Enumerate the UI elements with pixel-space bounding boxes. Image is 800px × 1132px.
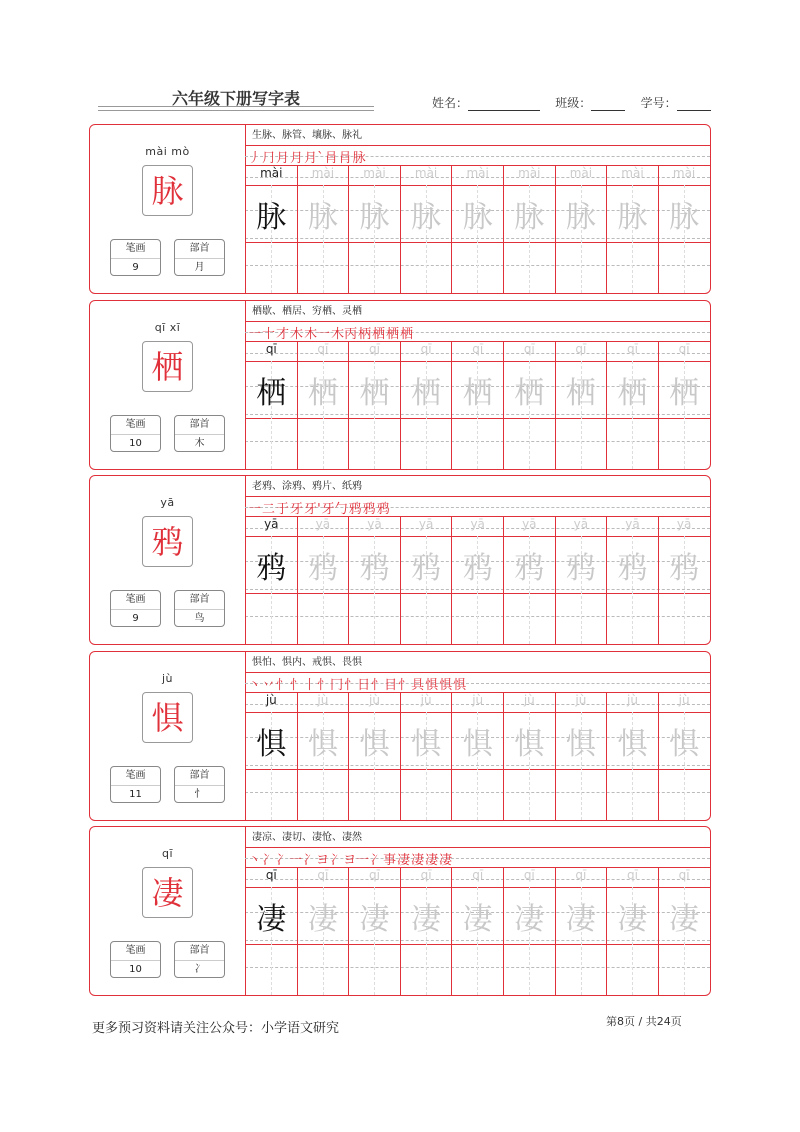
card-info-panel — [90, 301, 245, 469]
character-box — [142, 341, 193, 392]
stroke-step: 肙 — [338, 151, 352, 166]
cell-character: 鸦 — [359, 551, 390, 586]
practice-cell[interactable] — [555, 692, 607, 820]
cell-pinyin: mài — [672, 166, 696, 180]
cell-pinyin: jù — [627, 693, 638, 707]
character-card — [89, 475, 711, 645]
cell-pinyin: yā — [315, 517, 331, 531]
stroke-step: 十 — [262, 327, 276, 342]
stroke-step: 木丙 — [331, 327, 358, 342]
cell-character: 栖 — [462, 376, 493, 411]
stroke-step: 才 — [276, 327, 290, 342]
stroke-step: 柄 — [358, 327, 372, 342]
practice-grid — [245, 692, 710, 820]
stroke-step: 栖 — [400, 327, 414, 342]
stroke-count-label: 笔画 — [111, 416, 160, 435]
practice-cell[interactable] — [451, 692, 503, 820]
stroke-step: 月 — [276, 151, 290, 166]
stroke-step: 脉 — [352, 151, 366, 166]
page-header — [0, 0, 800, 120]
stroke-step: 月 — [290, 151, 304, 166]
practice-cell[interactable] — [348, 516, 400, 644]
character-box — [142, 692, 193, 743]
main-character: 惧 — [151, 699, 184, 737]
cell-character: 惧 — [565, 727, 596, 762]
row-line — [245, 321, 710, 322]
cell-pinyin: qī — [265, 342, 277, 356]
practice-cell[interactable] — [245, 692, 297, 820]
character-card — [89, 651, 711, 821]
practice-cell[interactable] — [297, 867, 349, 995]
cell-pinyin: mài — [466, 166, 489, 180]
practice-grid — [245, 516, 710, 644]
radical-value: 月 — [194, 262, 205, 273]
cell-pinyin: qī — [678, 868, 690, 882]
cell-character: 惧 — [669, 727, 700, 762]
stroke-step: 忄目 — [371, 678, 398, 693]
cell-character: 栖 — [256, 376, 287, 411]
student-info — [432, 94, 711, 111]
practice-cell[interactable] — [606, 867, 658, 995]
radical-label: 部首 — [175, 416, 224, 435]
character-card — [89, 826, 711, 996]
radical-label: 部首 — [175, 240, 224, 259]
name-field[interactable] — [468, 98, 540, 111]
cell-character: 鸦 — [411, 551, 442, 586]
practice-cell[interactable] — [400, 867, 452, 995]
practice-cell[interactable] — [297, 692, 349, 820]
cell-pinyin: mài — [260, 166, 283, 180]
stroke-step: 冫 — [262, 853, 276, 868]
cell-pinyin: jù — [523, 693, 535, 707]
cell-pinyin: yā — [367, 517, 382, 531]
stroke-count-label: 笔画 — [111, 767, 160, 786]
stroke-step: 忄丨 — [290, 678, 317, 693]
practice-cell[interactable] — [503, 516, 555, 644]
cell-character: 惧 — [359, 727, 390, 762]
stroke-step: 肙 — [324, 151, 338, 166]
practice-cell[interactable] — [451, 516, 503, 644]
practice-cell[interactable] — [348, 165, 400, 293]
stroke-step: 一 — [248, 502, 262, 517]
stroke-step: 凄 — [439, 853, 453, 868]
radical-box — [174, 766, 225, 803]
practice-cell[interactable] — [451, 341, 503, 469]
cell-character: 凄 — [411, 902, 442, 937]
stroke-step: 冫ヨ一 — [330, 853, 370, 868]
pinyin-label: jù — [161, 672, 174, 685]
stroke-step: 牙勹 — [321, 502, 348, 517]
cell-pinyin: qī — [472, 342, 484, 356]
cell-character: 栖 — [359, 376, 390, 411]
practice-cell[interactable] — [503, 165, 555, 293]
name-label: 姓名： — [432, 96, 469, 110]
radical-value: 鸟 — [194, 613, 205, 624]
practice-cell[interactable] — [400, 516, 452, 644]
stroke-step: 忄日 — [344, 678, 371, 693]
practice-cell[interactable] — [297, 516, 349, 644]
cell-character: 脉 — [256, 200, 287, 235]
id-field[interactable] — [677, 98, 711, 111]
practice-cell[interactable] — [245, 867, 297, 995]
card-info-panel — [90, 476, 245, 644]
pinyin-label: yā — [160, 496, 175, 509]
practice-grid — [245, 165, 710, 293]
stroke-step: 忄冂 — [317, 678, 344, 693]
cell-pinyin: qī — [265, 868, 277, 882]
class-field[interactable] — [591, 98, 625, 111]
cell-pinyin: qī — [369, 342, 380, 356]
cell-pinyin: jù — [369, 693, 380, 707]
practice-cell[interactable] — [245, 516, 297, 644]
cell-pinyin: mài — [569, 166, 593, 180]
stroke-order — [248, 498, 391, 516]
cell-pinyin: mài — [363, 166, 386, 180]
practice-cell[interactable] — [555, 867, 607, 995]
cell-pinyin: yā — [522, 517, 537, 531]
cell-character: 脉 — [462, 200, 493, 235]
practice-cell[interactable] — [658, 692, 710, 820]
stroke-step: 牙 — [290, 502, 304, 517]
cell-pinyin: jù — [472, 693, 484, 707]
cell-pinyin: mài — [621, 166, 644, 180]
row-line — [245, 145, 710, 146]
stroke-step: 鸦 — [348, 502, 362, 517]
stroke-step: 一 — [248, 327, 262, 342]
practice-cell[interactable] — [503, 692, 555, 820]
page-number: 第8页 / 共24页 — [606, 1015, 682, 1028]
practice-cell[interactable] — [245, 341, 297, 469]
cell-character: 凄 — [359, 902, 390, 937]
character-card — [89, 124, 711, 294]
cell-character: 惧 — [256, 727, 287, 762]
cell-character: 脉 — [514, 200, 545, 235]
stroke-step: 凄 — [425, 853, 439, 868]
cell-character: 栖 — [514, 376, 545, 411]
stroke-step: 二 — [262, 502, 276, 517]
stroke-step: 鸦 — [376, 502, 390, 517]
cell-character: 惧 — [411, 727, 442, 762]
example-words: 老鸦、涂鸦、鸦片、纸鸦 — [252, 481, 362, 492]
card-info-panel — [90, 827, 245, 995]
row-line — [245, 847, 710, 848]
pinyin-label: qī — [161, 847, 174, 860]
cell-character: 脉 — [307, 200, 338, 235]
practice-cell[interactable] — [658, 516, 710, 644]
cell-pinyin: qī — [627, 342, 638, 356]
practice-cell[interactable] — [555, 341, 607, 469]
example-words: 惧怕、惧内、戒惧、畏惧 — [252, 657, 362, 668]
cell-character: 鸦 — [565, 551, 596, 586]
character-box — [142, 165, 193, 216]
stroke-count-box — [110, 415, 161, 452]
radical-box — [174, 415, 225, 452]
cell-pinyin: mài — [414, 166, 438, 180]
stroke-count-box — [110, 766, 161, 803]
cell-pinyin: yā — [264, 517, 279, 531]
stroke-step: 丷 — [262, 678, 276, 693]
cell-pinyin: jù — [265, 693, 277, 707]
radical-label: 部首 — [175, 767, 224, 786]
radical-label: 部首 — [175, 942, 224, 961]
cell-character: 惧 — [617, 727, 648, 762]
stroke-step: 木 — [290, 327, 304, 342]
cell-character: 栖 — [565, 376, 596, 411]
cell-character: 脉 — [617, 200, 648, 235]
practice-cell[interactable] — [606, 165, 658, 293]
cell-pinyin: jù — [420, 693, 432, 707]
practice-cell[interactable] — [297, 165, 349, 293]
stroke-count-value: 9 — [132, 262, 139, 273]
practice-cell[interactable] — [451, 165, 503, 293]
stroke-count-value: 9 — [132, 613, 139, 624]
cell-character: 凄 — [617, 902, 648, 937]
stroke-step: 月` — [304, 151, 324, 166]
stroke-count-box — [110, 239, 161, 276]
character-box — [142, 516, 193, 567]
stroke-order — [248, 147, 367, 165]
cell-character: 脉 — [565, 200, 596, 235]
page-title: 六年级下册写字表 — [171, 89, 300, 108]
practice-cell[interactable] — [503, 867, 555, 995]
cell-character: 惧 — [307, 727, 338, 762]
stroke-count-box — [110, 941, 161, 978]
cell-pinyin: qī — [420, 868, 432, 882]
practice-cell[interactable] — [400, 165, 452, 293]
practice-cell[interactable] — [606, 516, 658, 644]
radical-box — [174, 941, 225, 978]
cell-character: 鸦 — [617, 551, 648, 586]
stroke-step: 惧 — [453, 678, 467, 693]
class-label: 班级： — [555, 96, 592, 110]
radical-box — [174, 239, 225, 276]
cell-pinyin: yā — [470, 517, 485, 531]
cell-pinyin: yā — [676, 517, 692, 531]
stroke-order — [248, 849, 453, 867]
stroke-step: 凄 — [397, 853, 411, 868]
card-info-panel — [90, 125, 245, 293]
cell-pinyin: yā — [625, 517, 640, 531]
stroke-count-value: 11 — [129, 789, 142, 800]
cell-character: 脉 — [669, 200, 700, 235]
radical-label: 部首 — [175, 591, 224, 610]
cell-pinyin: qī — [420, 342, 432, 356]
practice-cell[interactable] — [348, 867, 400, 995]
stroke-step: 牙' — [304, 502, 321, 517]
practice-cell[interactable] — [451, 867, 503, 995]
cell-pinyin: qī — [678, 342, 690, 356]
stroke-step: 丶 — [248, 853, 262, 868]
cell-pinyin: qī — [523, 868, 535, 882]
stroke-step: 丶 — [248, 678, 262, 693]
radical-box — [174, 590, 225, 627]
stroke-step: 惧 — [425, 678, 439, 693]
radical-value: 冫 — [194, 964, 205, 975]
cell-character: 惧 — [514, 727, 545, 762]
cell-pinyin: qī — [317, 868, 329, 882]
practice-cell[interactable] — [555, 516, 607, 644]
radical-value: 木 — [194, 438, 205, 449]
cell-pinyin: qī — [575, 868, 587, 882]
cell-character: 栖 — [411, 376, 442, 411]
cell-character: 凄 — [307, 902, 338, 937]
example-words: 生脉、脉管、壤脉、脉礼 — [252, 130, 362, 141]
practice-grid — [245, 341, 710, 469]
main-character: 栖 — [151, 348, 184, 386]
cell-pinyin: yā — [573, 517, 589, 531]
cell-character: 脉 — [359, 200, 390, 235]
main-character: 脉 — [151, 172, 184, 210]
row-line — [245, 672, 710, 673]
cell-pinyin: mài — [311, 166, 335, 180]
title-underline-2 — [98, 110, 374, 111]
cell-pinyin: qī — [523, 342, 535, 356]
practice-cell[interactable] — [555, 165, 607, 293]
stroke-step: 冫事 — [370, 853, 397, 868]
example-words: 凄凉、凄切、凄怆、凄然 — [252, 832, 362, 843]
practice-cell[interactable] — [606, 692, 658, 820]
stroke-count-value: 10 — [129, 964, 142, 975]
cell-character: 凄 — [669, 902, 700, 937]
cell-character: 鸦 — [514, 551, 545, 586]
cell-pinyin: jù — [317, 693, 329, 707]
stroke-step: 冫ヨ — [303, 853, 330, 868]
practice-grid — [245, 867, 710, 995]
cell-pinyin: mài — [518, 166, 541, 180]
card-info-panel — [90, 652, 245, 820]
stroke-step: 忄具 — [398, 678, 425, 693]
practice-cell[interactable] — [503, 341, 555, 469]
cell-pinyin: qī — [472, 868, 484, 882]
row-line — [245, 496, 710, 497]
cell-character: 凄 — [462, 902, 493, 937]
practice-cell[interactable] — [658, 165, 710, 293]
pinyin-label: qī xī — [154, 321, 181, 334]
cell-character: 凄 — [514, 902, 545, 937]
cell-character: 凄 — [256, 902, 287, 937]
id-label: 学号： — [640, 96, 677, 110]
stroke-step: 于 — [276, 502, 290, 517]
stroke-order — [248, 674, 467, 692]
cell-character: 栖 — [617, 376, 648, 411]
cell-pinyin: qī — [575, 342, 587, 356]
cell-character: 栖 — [669, 376, 700, 411]
practice-cell[interactable] — [348, 692, 400, 820]
cell-pinyin: jù — [678, 693, 690, 707]
cell-pinyin: qī — [317, 342, 329, 356]
practice-cell[interactable] — [400, 692, 452, 820]
stroke-step: 凄 — [411, 853, 425, 868]
practice-cell[interactable] — [348, 341, 400, 469]
example-words: 栖歇、栖居、穷栖、灵栖 — [252, 306, 362, 317]
stroke-step: 木一 — [304, 327, 331, 342]
cell-character: 惧 — [462, 727, 493, 762]
stroke-count-box — [110, 590, 161, 627]
stroke-count-label: 笔画 — [111, 240, 160, 259]
practice-cell[interactable] — [400, 341, 452, 469]
stroke-count-value: 10 — [129, 438, 142, 449]
cell-character: 鸦 — [669, 551, 700, 586]
title-underline — [98, 106, 374, 107]
stroke-order — [248, 323, 414, 341]
stroke-count-label: 笔画 — [111, 942, 160, 961]
practice-cell[interactable] — [658, 867, 710, 995]
stroke-step: 栖 — [386, 327, 400, 342]
main-character: 鸦 — [151, 523, 184, 561]
character-card — [89, 300, 711, 470]
stroke-step: 忄 — [276, 678, 290, 693]
stroke-count-label: 笔画 — [111, 591, 160, 610]
stroke-step: 栖 — [372, 327, 386, 342]
stroke-step: 惧 — [439, 678, 453, 693]
cell-character: 鸦 — [307, 551, 338, 586]
cell-character: 鸦 — [462, 551, 493, 586]
stroke-step: 冫一 — [276, 853, 303, 868]
practice-cell[interactable] — [606, 341, 658, 469]
practice-cell[interactable] — [297, 341, 349, 469]
character-box — [142, 867, 193, 918]
cell-pinyin: yā — [418, 517, 434, 531]
cell-pinyin: jù — [575, 693, 587, 707]
cell-character: 脉 — [411, 200, 442, 235]
stroke-step: ⺆ — [262, 151, 276, 166]
cell-pinyin: qī — [369, 868, 380, 882]
cell-character: 凄 — [565, 902, 596, 937]
cell-character: 栖 — [307, 376, 338, 411]
stroke-step: 丿 — [248, 151, 262, 166]
practice-cell[interactable] — [658, 341, 710, 469]
practice-cell[interactable] — [245, 165, 297, 293]
main-character: 凄 — [151, 874, 184, 912]
pinyin-label: mài mò — [145, 145, 190, 158]
footer-promo: 更多预习资料请关注公众号：小学语文研究 — [92, 1021, 340, 1036]
cell-character: 鸦 — [256, 551, 287, 586]
cell-pinyin: qī — [627, 868, 638, 882]
radical-value: 忄 — [194, 789, 205, 800]
stroke-step: 鸦 — [362, 502, 376, 517]
